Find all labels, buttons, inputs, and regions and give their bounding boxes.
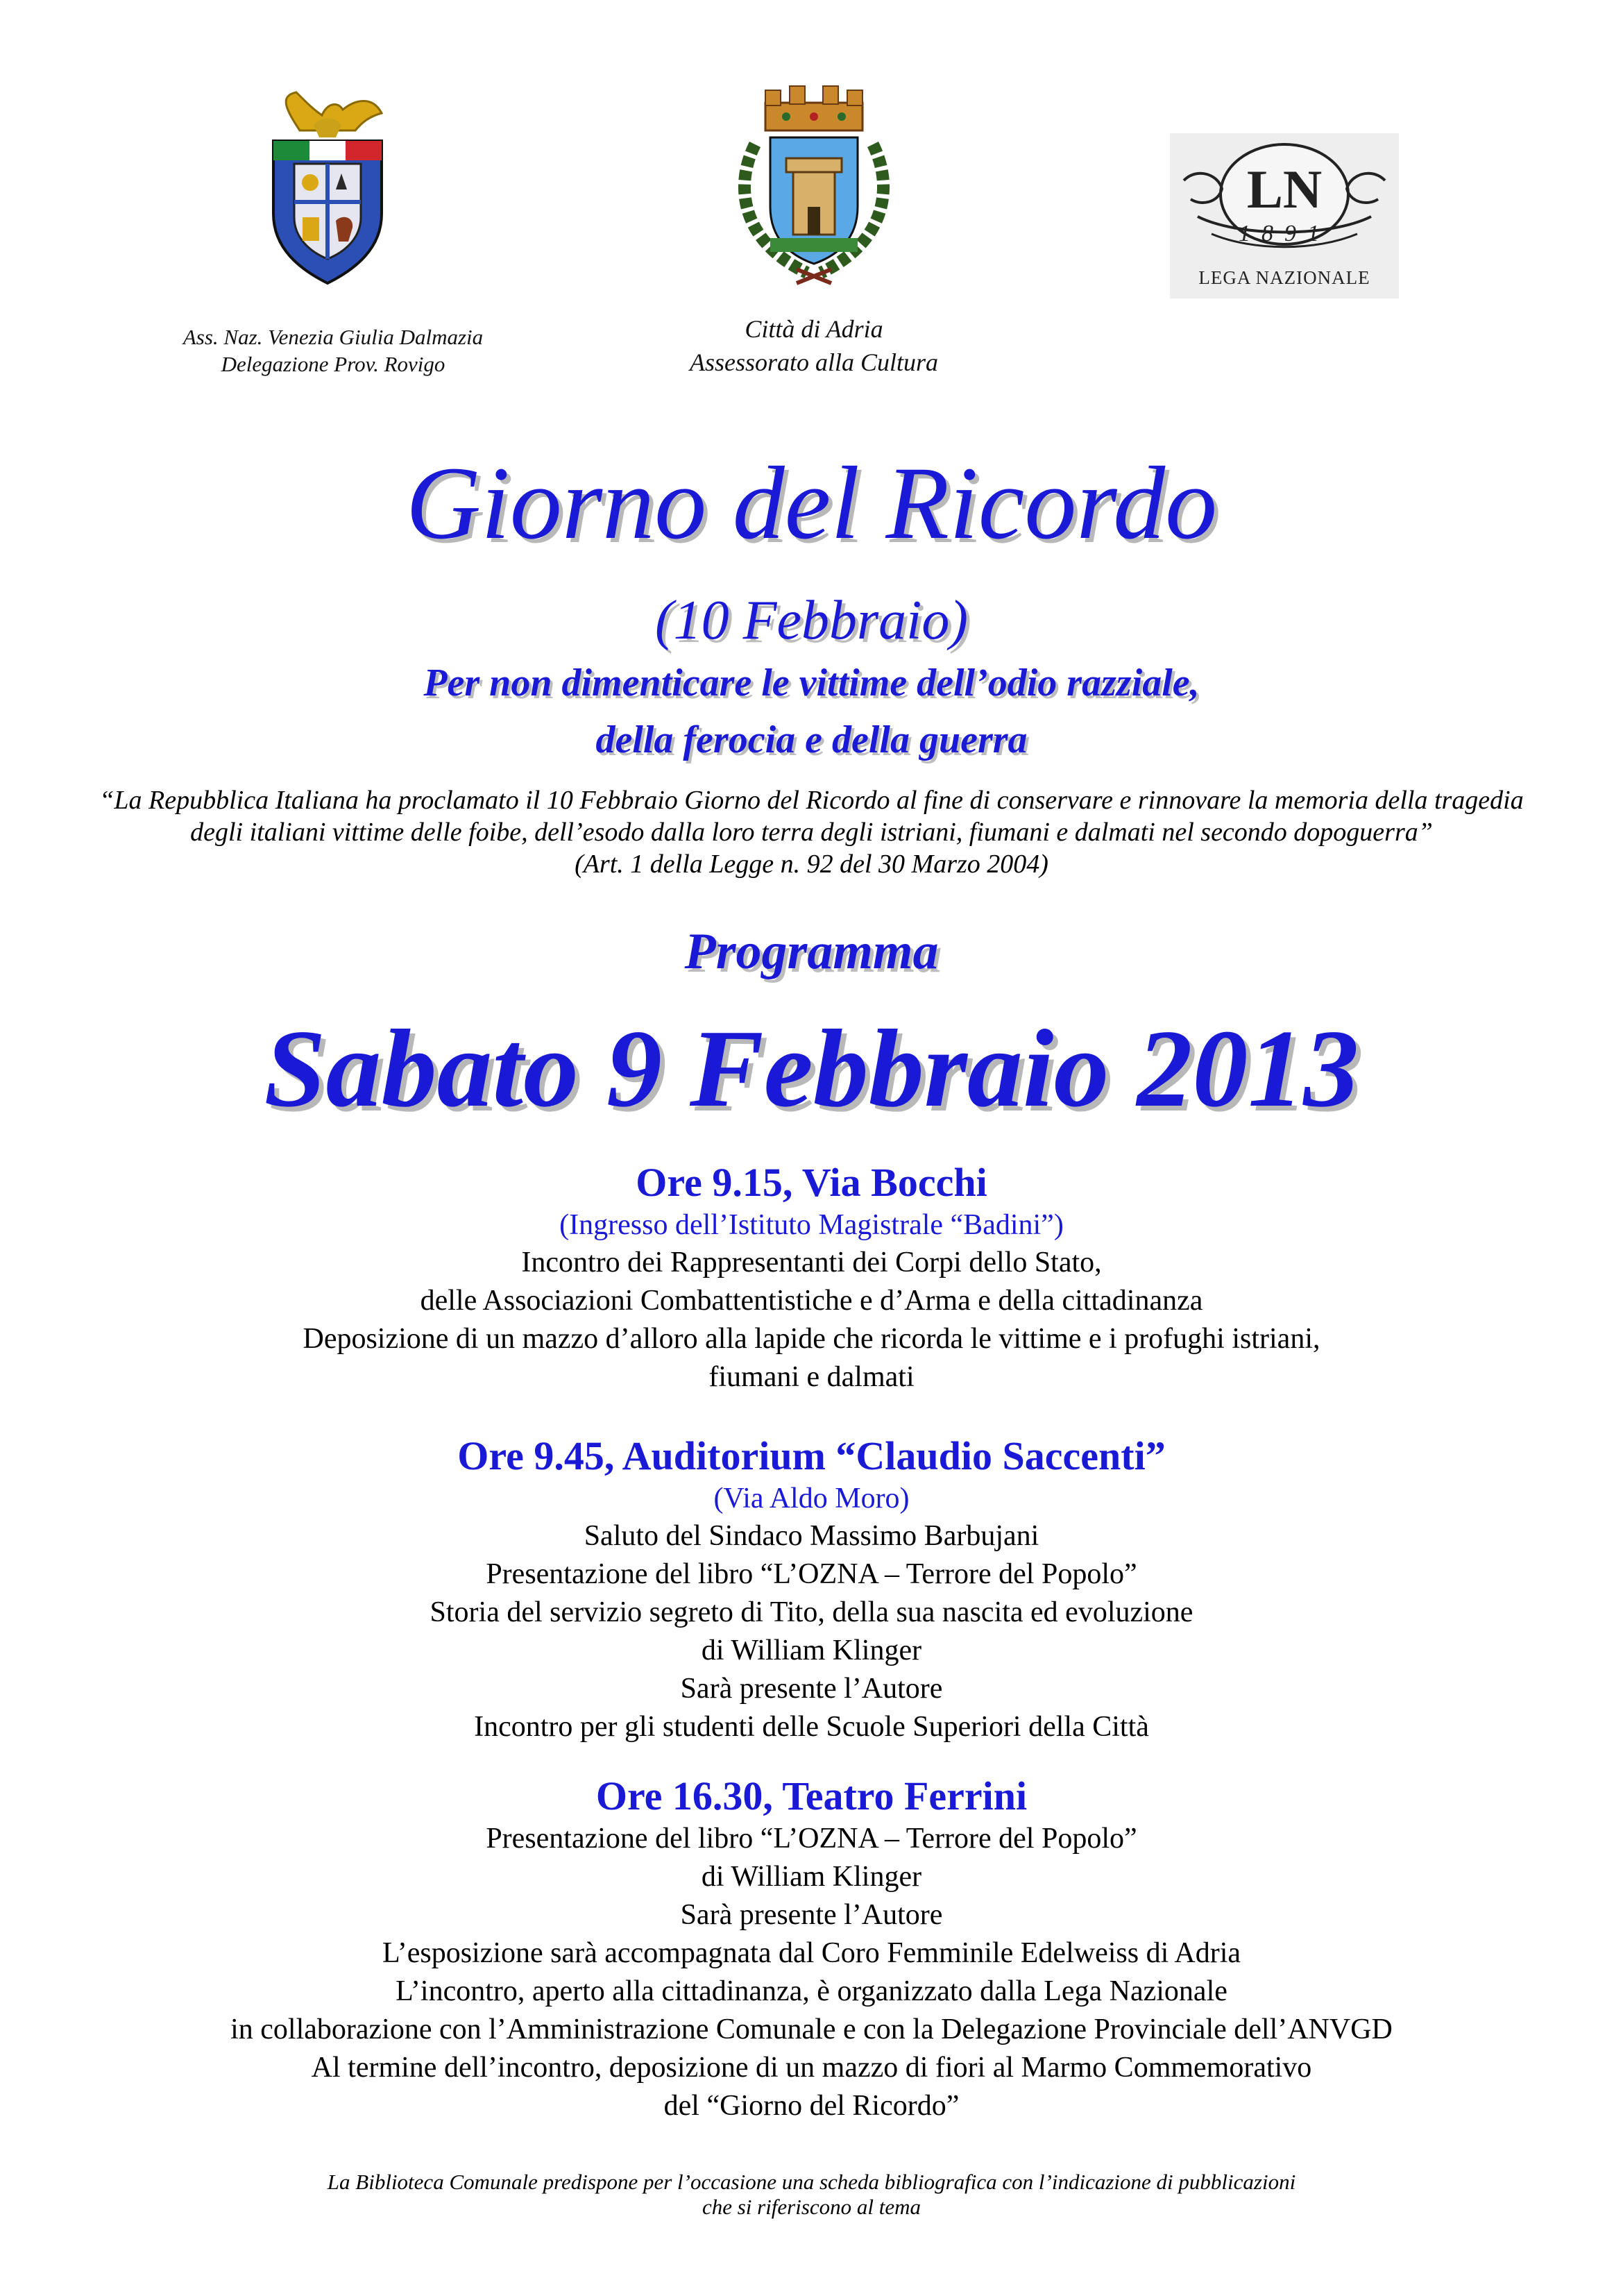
center-caption-line1: Città di Adria — [745, 315, 883, 343]
event-line: L’esposizione sarà accompagnata dal Coro Femminile Edelweiss di Adria — [382, 1937, 1241, 1969]
footer-line: che si riferiscono al tema — [702, 2195, 921, 2219]
city-crown-coat-of-arms-icon — [727, 82, 901, 290]
programma-heading: Programma — [684, 923, 939, 980]
event-block — [0, 1433, 1623, 1746]
event-heading: Ore 9.45, Auditorium “Claudio Saccenti” — [457, 1433, 1166, 1478]
subtitle-line-2: della ferocia e della guerra — [595, 718, 1028, 761]
event-line: in collaborazione con l’Amministrazione Comunale e con la Delegazione Provinciale dell’ANVGD — [230, 2014, 1393, 2045]
page-title: Giorno del Ricordo — [405, 446, 1218, 561]
subtitle-date: (10 Febbraio) — [654, 590, 968, 651]
event-heading: Ore 16.30, Teatro Ferrini — [595, 1773, 1028, 1818]
event-line: Incontro dei Rappresentanti dei Corpi dello Stato, — [521, 1247, 1102, 1278]
footer-line: La Biblioteca Comunale predispone per l’occasione una scheda bibliografica con l’indicazione di pubblicazioni — [327, 2170, 1296, 2194]
event-line: di William Klinger — [701, 1861, 922, 1893]
lega-year: 1891 — [1239, 221, 1330, 246]
quote-citation: (Art. 1 della Legge n. 92 del 30 Marzo 2004) — [575, 850, 1048, 879]
event-date: Sabato 9 Febbraio 2013 — [264, 1006, 1359, 1130]
event-line: Saluto del Sindaco Massimo Barbujani — [584, 1520, 1039, 1552]
event-location: (Via Aldo Moro) — [713, 1483, 910, 1514]
lega-label: LEGA NAZIONALE — [1198, 267, 1370, 288]
center-caption-line2: Assessorato alla Cultura — [689, 348, 939, 376]
event-line: fiumani e dalmati — [708, 1361, 915, 1393]
left-caption-line1: Ass. Naz. Venezia Giulia Dalmazia — [182, 325, 484, 349]
quote-line: degli italiani vittime delle foibe, dell’esodo dalla loro terra degli istriani, fiumani e dalmati nel secondo dopoguerra” — [190, 818, 1433, 847]
right-logo — [1170, 133, 1399, 298]
event-line: Deposizione di un mazzo d’alloro alla lapide che ricorda le vittime e i profughi istriani, — [303, 1323, 1320, 1355]
event-line: Presentazione del libro “L’OZNA – Terrore del Popolo” — [486, 1558, 1137, 1590]
event-line: Presentazione del libro “L’OZNA – Terrore del Popolo” — [486, 1823, 1137, 1855]
event-line: L’incontro, aperto alla cittadinanza, è organizzato dalla Lega Nazionale — [396, 1975, 1227, 2007]
center-logo-caption — [606, 312, 1022, 379]
left-logo-caption — [125, 323, 541, 378]
event-line: Al termine dell’incontro, deposizione di un mazzo di fiori al Marmo Commemorativo — [311, 2052, 1312, 2084]
event-line: Storia del servizio segreto di Tito, della sua nascita ed evoluzione — [430, 1596, 1193, 1628]
quote-line: “La Repubblica Italiana ha proclamato il 10 Febbraio Giorno del Ricordo al fine di conservare e rinnovare la memoria della tragedia — [99, 786, 1524, 815]
left-caption-line2: Delegazione Prov. Rovigo — [221, 352, 445, 376]
event-block — [0, 1159, 1623, 1396]
event-line: Incontro per gli studenti delle Scuole Superiori della Città — [474, 1711, 1149, 1743]
event-line: del “Giorno del Ricordo” — [663, 2090, 960, 2122]
left-logo — [258, 82, 397, 290]
subtitle-line-1: Per non dimenticare le vittime dell’odio razziale, — [423, 661, 1200, 704]
law-quote — [42, 784, 1581, 880]
event-heading: Ore 9.15, Via Bocchi — [636, 1160, 987, 1205]
footer-note — [0, 2170, 1623, 2220]
event-line: Sarà presente l’Autore — [680, 1673, 943, 1705]
event-line: di William Klinger — [701, 1635, 922, 1666]
center-logo — [727, 82, 901, 290]
event-line: Sarà presente l’Autore — [680, 1899, 943, 1931]
event-line: delle Associazioni Combattentistiche e d’Arma e della cittadinanza — [420, 1285, 1203, 1317]
regional-coat-of-arms-icon — [258, 82, 397, 290]
lega-monogram: LN — [1246, 159, 1323, 219]
event-location: (Ingresso dell’Istituto Magistrale “Badini”) — [559, 1209, 1064, 1241]
event-block — [0, 1773, 1623, 2125]
